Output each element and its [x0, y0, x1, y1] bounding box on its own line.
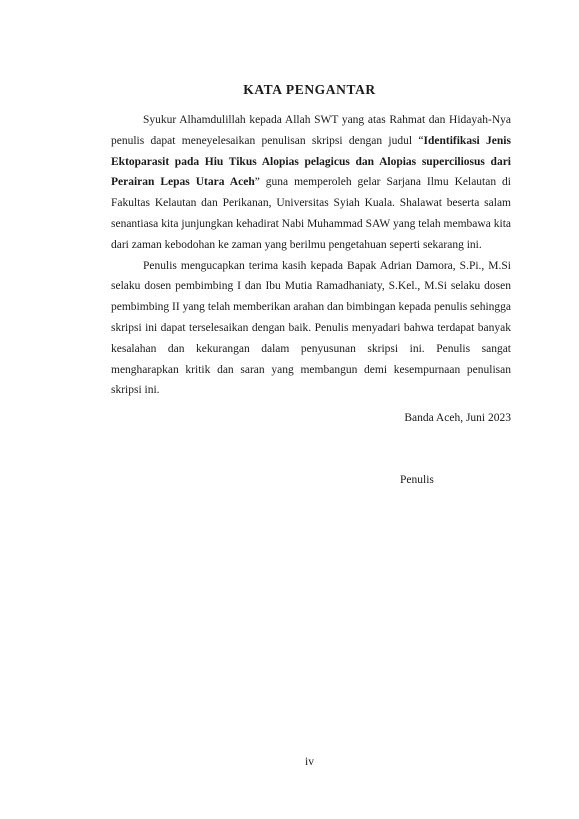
species-name-1: Alopias pelagicus — [261, 155, 350, 168]
thesis-title-part-a: Identifikasi Jenis Ektoparasit pada Hiu Tikus — [111, 134, 511, 168]
thesis-title-part-c: dari Perairan Lepas Utara Aceh — [111, 155, 512, 189]
place-date: Banda Aceh, Juni 2023 — [404, 412, 511, 424]
page-title: KATA PENGANTAR — [243, 82, 376, 97]
paragraph-acknowledgement-intro — [111, 110, 511, 256]
paragraph1-rest: ” guna memperoleh gelar Sarjana Ilmu Kelautan di Fakultas Kelautan dan Perikanan, Universitas Syiah Kuala. Shalawat beserta salam senantiasa kita junjungkan kehadirat Nabi Muhammad SAW yang telah membawa kita dari zaman kebodohan ke zaman yang berilmu pengetahuan seperti sekarang ini. — [111, 176, 511, 251]
page-number: iv — [305, 756, 314, 768]
paragraph-thanks: Penulis mengucapkan terima kasih kepada Bapak Adrian Damora, S.Pi., M.Si selaku dosen pembimbing I dan Ibu Mutia Ramadhaniaty, S.Kel., M.Si selaku dosen pembimbing II yang telah memberikan arahan dan bimbingan kepada penulis sehingga skripsi ini dapat terselesaikan dengan baik. Penulis menyadari bahwa terdapat banyak kesalahan dan kekurangan dalam penyusunan skripsi ini. Penulis sangat mengharapkan kritik dan saran yang membangun demi kesempurnaan penulisan skripsi ini. — [111, 259, 511, 397]
species-name-2: Alopias superciliosus — [379, 155, 485, 168]
thesis-title-part-b: dan — [349, 155, 380, 168]
paragraph1-intro: Syukur Alhamdulillah kepada Allah SWT yang atas Rahmat dan Hidayah-Nya penulis dapat meneyelesaikan penulisan skripsi dengan judul “ — [111, 114, 511, 147]
author-signature: Penulis — [400, 474, 434, 486]
body-text — [111, 110, 511, 401]
